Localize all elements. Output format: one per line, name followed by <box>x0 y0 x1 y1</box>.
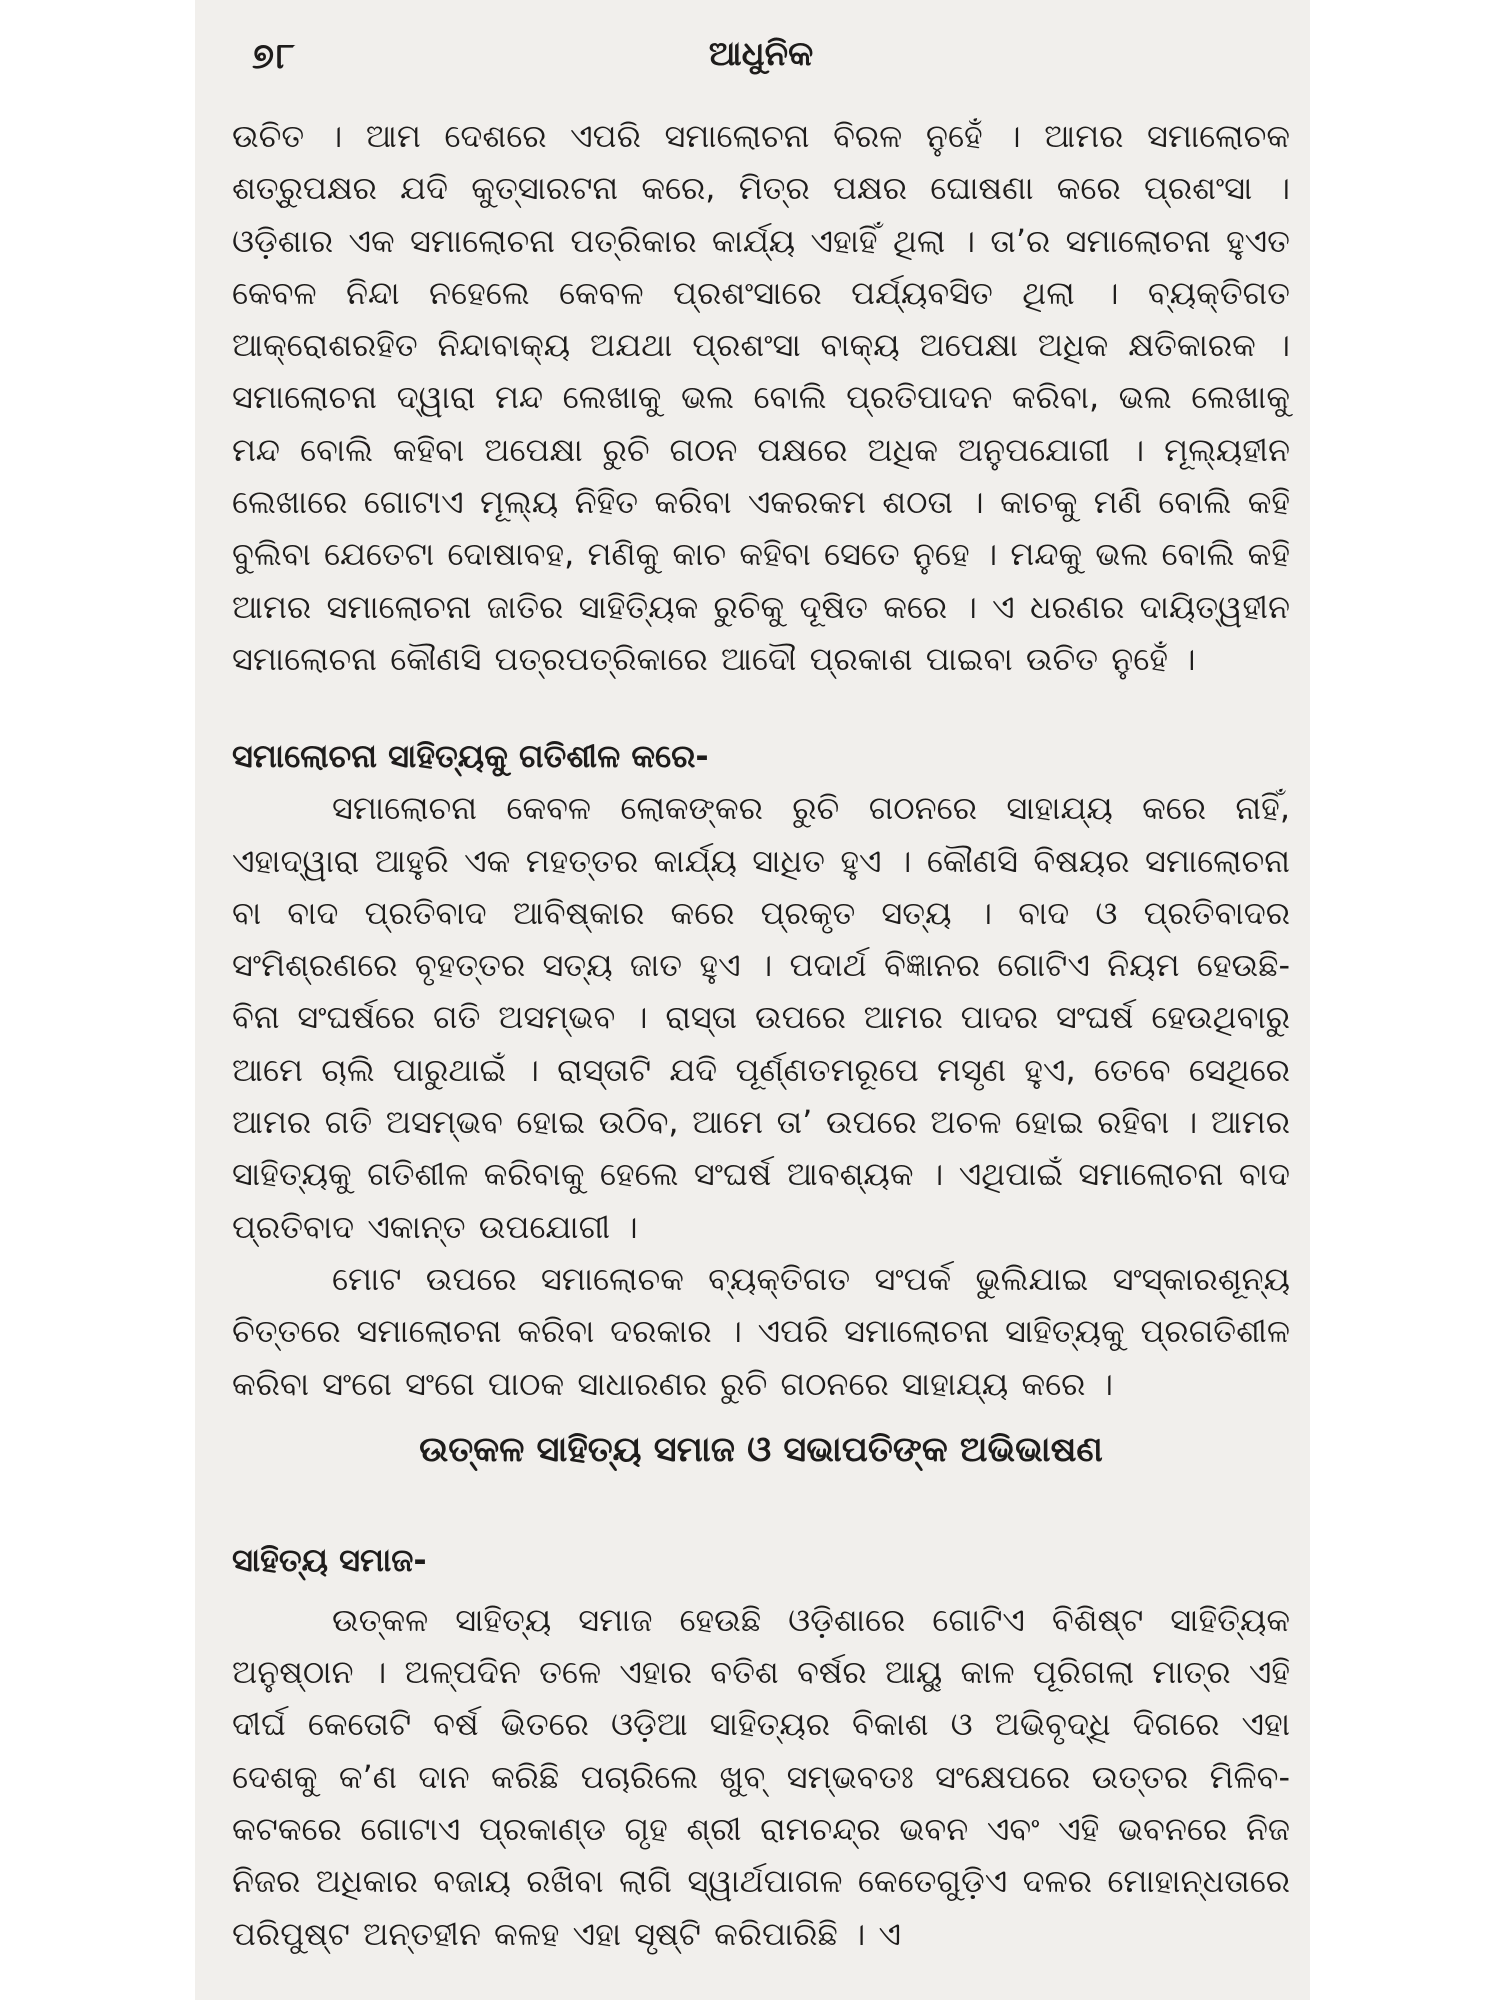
left-margin <box>0 0 195 2000</box>
right-margin <box>1310 0 1500 2000</box>
running-title: ଆଧୁନିକ <box>708 34 814 74</box>
section-heading-sahitya-samaj: ସାହିତ୍ୟ ସମାଜ- <box>232 1540 427 1579</box>
section-heading-criticism-dynamic: ସମାଲୋଚନା ସାହିତ୍ୟକୁ ଗତିଶୀଳ କରେ- <box>232 737 709 776</box>
chapter-section-title: ଉତ୍କଳ ସାହିତ୍ୟ ସମାଜ ଓ ସଭାପତିଙ୍କ ଅଭିଭାଷଣ <box>419 1429 1103 1470</box>
paragraph-criticism-summary: ମୋଟ ଉପରେ ସମାଲୋଚକ ବ୍ୟକ୍ତିଗତ ସଂପର୍କ ଭୁଲିଯାଇ ସଂସ୍କାରଶୂନ୍ୟ ଚିତ୍ତରେ ସମାଲୋଚନା କରିବା ଦରକାର । ଏପରି ସମାଲୋଚନା ସାହିତ୍ୟକୁ ପ୍ରଗତିଶୀଳ କରିବା ସଂଗେ ସଂଗେ ପାଠକ ସାଧାରଣର ରୁଚି ଗଠନରେ ସାହାଯ୍ୟ କରେ । <box>232 1259 1290 1403</box>
paragraph-criticism-intro: ଉଚିତ । ଆମ ଦେଶରେ ଏପରି ସମାଲୋଚନା ବିରଳ ନୁହେଁ । ଆମର ସମାଲୋଚକ ଶତ୍ରୁପକ୍ଷର ଯଦି କୁତ୍ସାରଟନା କରେ, ମିତ୍ର ପକ୍ଷର ଘୋଷଣା କରେ ପ୍ରଶଂସା । ଓଡ଼ିଶାର ଏକ ସମାଲୋଚନା ପତ୍ରିକାର କାର୍ଯ୍ୟ ଏହାହିଁ ଥିଲା । ତା’ର ସମାଲୋଚନା ହୁଏତ କେବଳ ନିନ୍ଦା ନହେଲେ କେବଳ ପ୍ରଶଂସାରେ ପର୍ଯ୍ୟବସିତ ଥିଲା । ବ୍ୟକ୍ତିଗତ ଆକ୍ରୋଶରହିତ ନିନ୍ଦାବାକ୍ୟ ଅଯଥା ପ୍ରଶଂସା ବାକ୍ୟ ଅପେକ୍ଷା ଅଧିକ କ୍ଷତିକାରକ । ସମାଲୋଚନା ଦ୍ୱାରା ମନ୍ଦ ଲେଖାକୁ ଭଲ ବୋଲି ପ୍ରତିପାଦନ କରିବା, ଭଲ ଲେଖାକୁ ମନ୍ଦ ବୋଲି କହିବା ଅପେକ୍ଷା ରୁଚି ଗଠନ ପକ୍ଷରେ ଅଧିକ ଅନୁପଯୋଗୀ । ମୂଲ୍ୟହୀନ ଲେଖାରେ ଗୋଟାଏ ମୂଲ୍ୟ ନିହିତ କରିବା ଏକରକମ ଶଠତା । କାଚକୁ ମଣି ବୋଲି କହି ବୁଲିବା ଯେତେଟା ଦୋଷାବହ, ମଣିକୁ କାଚ କହିବା ସେତେ ନୁହେ । ମନ୍ଦକୁ ଭଲ ବୋଲି କହି ଆମର ସମାଲୋଚନା ଜାତିର ସାହିତ୍ୟିକ ରୁଚିକୁ ଦୂଷିତ କରେ । ଏ ଧରଣର ଦାୟିତ୍ୱହୀନ ସମାଲୋଚନା କୌଣସି ପତ୍ରପତ୍ରିକାରେ ଆଦୌ ପ୍ରକାଶ ପାଇବା ଉଚିତ ନୁହେଁ । <box>232 117 1290 678</box>
paragraph-sahitya-samaj: ଉତ୍କଳ ସାହିତ୍ୟ ସମାଜ ହେଉଛି ଓଡ଼ିଶାରେ ଗୋଟିଏ ବିଶିଷ୍ଟ ସାହିତ୍ୟିକ ଅନୁଷ୍ଠାନ । ଅଳ୍ପଦିନ ତଳେ ଏହାର ବତିଶ ବର୍ଷର ଆୟୁ କାଳ ପୂରିଗଲା ମାତ୍ର ଏହି ଦୀର୍ଘ କେତୋଟି ବର୍ଷ ଭିତରେ ଓଡ଼ିଆ ସାହିତ୍ୟର ବିକାଶ ଓ ଅଭିବୃଦ୍ଧି ଦିଗରେ ଏହା ଦେଶକୁ କ’ଣ ଦାନ କରିଛି ପଚାରିଲେ ଖୁବ୍ ସମ୍ଭବତଃ ସଂକ୍ଷେପରେ ଉତ୍ତର ମିଳିବ- କଟକରେ ଗୋଟାଏ ପ୍ରକାଣ୍ଡ ଗୃହ ଶ୍ରୀ ରାମଚନ୍ଦ୍ର ଭବନ ଏବଂ ଏହି ଭବନରେ ନିଜ ନିଜର ଅଧିକାର ବଜାୟ ରଖିବା ଲାଗି ସ୍ୱାର୍ଥପାଗଳ କେତେଗୁଡ଼ିଏ ଦଳର ମୋହାନ୍ଧତାରେ ପରିପୁଷ୍ଟ ଅନ୍ତହୀନ କଳହ ଏହା ସୃଷ୍ଟି କରିପାରିଛି । ଏ <box>232 1600 1290 1953</box>
book-page <box>195 0 1310 2000</box>
running-header <box>232 0 1290 110</box>
page-number: ୭୮ <box>252 36 297 77</box>
paragraph-criticism-dynamic: ସମାଲୋଚନା କେବଳ ଲୋକଙ୍କର ରୁଚି ଗଠନରେ ସାହାଯ୍ୟ କରେ ନାହିଁ, ଏହାଦ୍ୱାରା ଆହୁରି ଏକ ମହତ୍ତର କାର୍ଯ୍ୟ ସାଧିତ ହୁଏ । କୌଣସି ବିଷୟର ସମାଲୋଚନା ବା ବାଦ ପ୍ରତିବାଦ ଆବିଷ୍କାର କରେ ପ୍ରକୃତ ସତ୍ୟ । ବାଦ ଓ ପ୍ରତିବାଦର ସଂମିଶ୍ରଣରେ ବୃହତ୍ତର ସତ୍ୟ ଜାତ ହୁଏ । ପଦାର୍ଥ ବିଜ୍ଞାନର ଗୋଟିଏ ନିୟମ ହେଉଛି- ବିନା ସଂଘର୍ଷରେ ଗତି ଅସମ୍ଭବ । ରାସ୍ତା ଉପରେ ଆମର ପାଦର ସଂଘର୍ଷ ହେଉଥିବାରୁ ଆମେ ଚାଲି ପାରୁଥାଇଁ । ରାସ୍ତାଟି ଯଦି ପୂର୍ଣ୍ଣତମରୂପେ ମସୃଣ ହୁଏ, ତେବେ ସେଥିରେ ଆମର ଗତି ଅସମ୍ଭବ ହୋଇ ଉଠିବ, ଆମେ ତା’ ଉପରେ ଅଚଳ ହୋଇ ରହିବା । ଆମର ସାହିତ୍ୟକୁ ଗତିଶୀଳ କରିବାକୁ ହେଲେ ସଂଘର୍ଷ ଆବଶ୍ୟକ । ଏଥିପାଇଁ ସମାଲୋଚନା ବାଦ ପ୍ରତିବାଦ ଏକାନ୍ତ ଉପଯୋଗୀ । <box>232 789 1290 1246</box>
